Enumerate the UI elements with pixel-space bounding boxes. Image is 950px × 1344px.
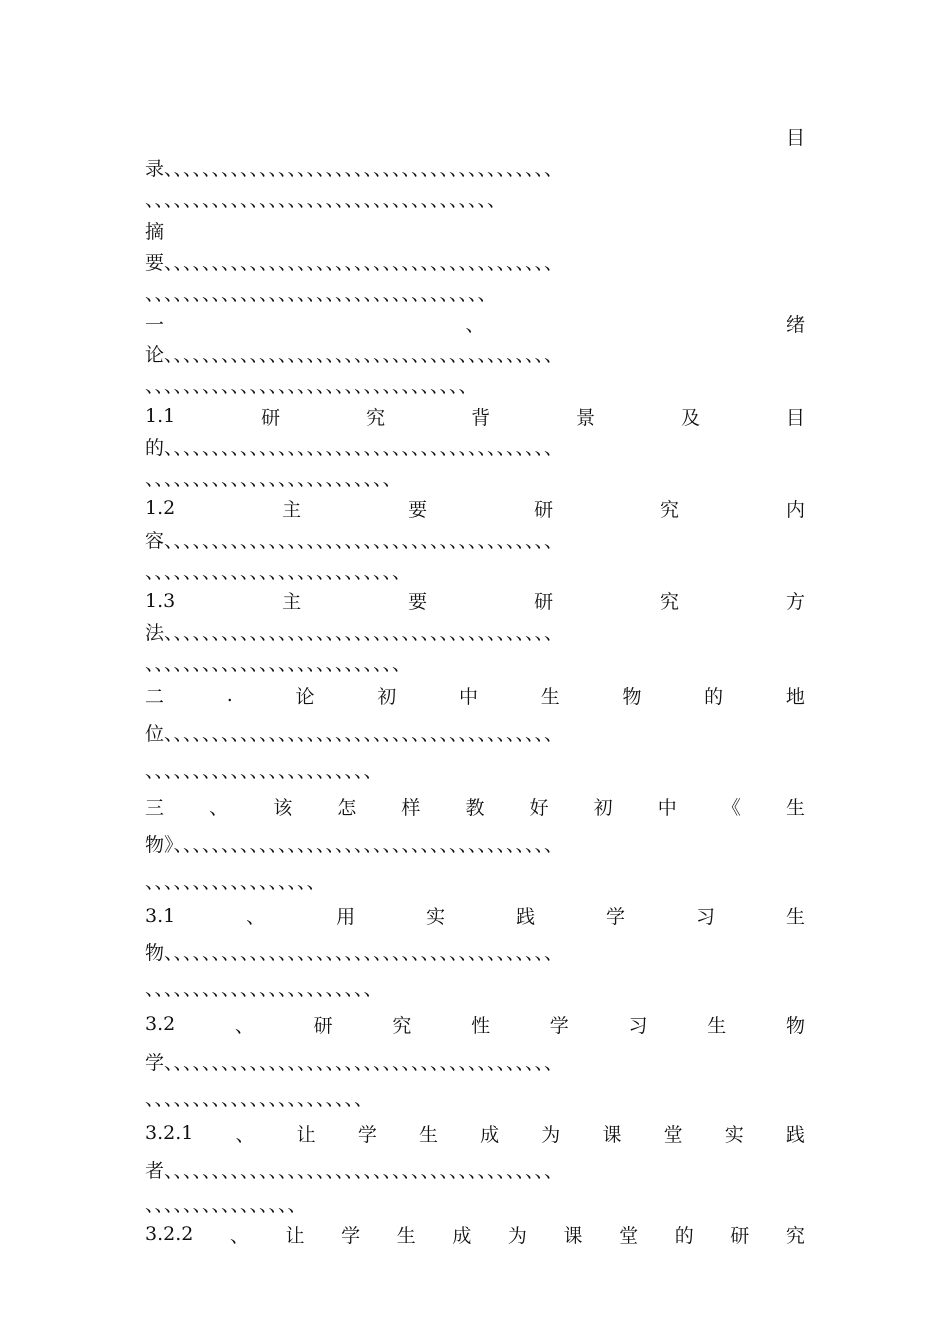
toc-text: 物、、、、、、、、、、、、、、、、、、、、、、、、、、、、、、、、、、、、、、、、、 [145, 942, 564, 964]
toc-text: 《 [721, 796, 741, 819]
toc-text: 让 [285, 1224, 305, 1247]
toc-leader-dots [145, 1151, 805, 1188]
toc-text: 、 [235, 1123, 255, 1146]
toc-text: 堂 [663, 1123, 683, 1146]
toc-text: 物 [622, 685, 642, 708]
toc-entry[interactable] [145, 401, 805, 492]
toc-text: 让 [296, 1123, 316, 1146]
toc-leader-dots [145, 825, 805, 862]
toc-entry[interactable] [145, 1218, 805, 1250]
toc-text: 研 [313, 1014, 333, 1037]
toc-text: 的 [674, 1224, 694, 1247]
table-of-contents [145, 120, 805, 1250]
toc-text: 内 [785, 498, 805, 521]
toc-text: 中 [458, 685, 478, 708]
toc-text: 初 [593, 796, 613, 819]
toc-text: 容、、、、、、、、、、、、、、、、、、、、、、、、、、、、、、、、、、、、、、、、、 [145, 530, 564, 552]
toc-text: 、、、、、、、、、、、、、、、、、、、、、、、、、、 [145, 467, 402, 490]
toc-text: 及 [680, 406, 700, 429]
toc-text: 3.2 [145, 1013, 176, 1035]
toc-entry[interactable] [145, 585, 805, 677]
toc-text: 堂 [619, 1224, 639, 1247]
toc-text: 3.1 [145, 904, 176, 927]
toc-text: 、、、、、、、、、、、、、、、、、、、、、、、、、、、、、、、、、、 [145, 375, 478, 397]
toc-text: 研 [534, 591, 554, 613]
toc-text: 践 [785, 1123, 805, 1146]
toc-text: 者、、、、、、、、、、、、、、、、、、、、、、、、、、、、、、、、、、、、、、、、、 [145, 1160, 564, 1182]
toc-text: 目 [785, 406, 805, 429]
toc-text: 样 [401, 796, 421, 819]
toc-text: 要 [408, 591, 428, 613]
toc-text: 为 [507, 1224, 527, 1247]
toc-entry-title [145, 215, 805, 245]
toc-text: 生 [707, 1014, 727, 1037]
toc-text: 成 [452, 1224, 472, 1247]
toc-text: 论、、、、、、、、、、、、、、、、、、、、、、、、、、、、、、、、、、、、、、、、、 [145, 343, 564, 366]
toc-text: 、 [465, 313, 485, 336]
toc-entry[interactable] [145, 1005, 805, 1115]
toc-text: 位、、、、、、、、、、、、、、、、、、、、、、、、、、、、、、、、、、、、、、、、、 [145, 722, 564, 745]
toc-leader-dots [145, 555, 805, 585]
toc-text: 1.3 [145, 589, 176, 612]
toc-text: 的、、、、、、、、、、、、、、、、、、、、、、、、、、、、、、、、、、、、、、、、、 [145, 437, 564, 459]
toc-text: 景 [576, 406, 596, 429]
toc-leader-dots [145, 751, 805, 787]
toc-entry-title [145, 308, 805, 338]
toc-leader-dots [145, 524, 805, 555]
toc-text: 实 [724, 1123, 744, 1146]
toc-leader-dots [145, 462, 805, 492]
toc-text: 主 [282, 591, 302, 613]
toc-text: 物 [785, 1014, 805, 1037]
toc-text: 物》、、、、、、、、、、、、、、、、、、、、、、、、、、、、、、、、、、、、、、、、 [145, 834, 564, 856]
toc-text: 生 [396, 1224, 416, 1247]
toc-text: 怎 [337, 796, 357, 819]
toc-text: 、、、、、、、、、、、、、、、、、、、、、、、、、、、 [145, 652, 412, 675]
toc-entry[interactable] [145, 1115, 805, 1218]
toc-text: 习 [696, 906, 716, 928]
toc-leader-dots [145, 616, 805, 647]
toc-text: 目 [785, 126, 805, 149]
toc-text: 生 [785, 906, 805, 928]
toc-text: 、、、、、、、、、、、、、、、、、、、、、、、、 [145, 978, 383, 1000]
toc-text: 论 [295, 685, 315, 708]
toc-text: 、 [246, 906, 266, 928]
toc-text: 3.2.2 [145, 1223, 194, 1245]
toc-entry-title [145, 787, 805, 825]
toc-text: 主 [282, 498, 302, 521]
toc-leader-dots [145, 933, 805, 970]
toc-leader-dots [145, 862, 805, 898]
toc-entry-title [145, 401, 805, 431]
toc-text: 究 [660, 498, 680, 521]
toc-text: 、、、、、、、、、、、、、、、、 [145, 1193, 307, 1216]
toc-leader-dots [145, 1188, 805, 1218]
toc-text: 用 [336, 906, 356, 928]
toc-entry[interactable] [145, 898, 805, 1005]
toc-text: 生 [540, 685, 560, 708]
toc-leader-dots [145, 182, 805, 215]
toc-text: 要 [408, 498, 428, 521]
toc-entry-title [145, 1005, 805, 1043]
toc-text: 究 [660, 591, 680, 613]
toc-entry[interactable] [145, 120, 805, 215]
toc-text: 要、、、、、、、、、、、、、、、、、、、、、、、、、、、、、、、、、、、、、、、、、 [145, 251, 564, 274]
toc-text: 为 [541, 1123, 561, 1146]
toc-text: 学 [341, 1224, 361, 1247]
toc-text: 该 [273, 796, 293, 819]
toc-text: 1.2 [145, 497, 176, 519]
toc-text: 法、、、、、、、、、、、、、、、、、、、、、、、、、、、、、、、、、、、、、、、、、 [145, 622, 564, 644]
toc-entry[interactable] [145, 677, 805, 787]
toc-text: 方 [785, 591, 805, 613]
toc-entry-title [145, 492, 805, 524]
toc-text: 究 [785, 1224, 805, 1247]
toc-text: 成 [480, 1123, 500, 1146]
toc-text: 性 [471, 1014, 491, 1037]
toc-text: 背 [471, 406, 491, 429]
toc-text: 实 [426, 906, 446, 928]
toc-text: 课 [563, 1224, 583, 1247]
toc-text: 学、、、、、、、、、、、、、、、、、、、、、、、、、、、、、、、、、、、、、、、、、 [145, 1052, 564, 1074]
toc-leader-dots [145, 431, 805, 462]
toc-text: 研 [730, 1224, 750, 1247]
toc-entry-title [145, 898, 805, 933]
toc-text: 三 [145, 796, 165, 819]
toc-text: 初 [377, 685, 397, 708]
toc-text: 摘 [145, 220, 165, 243]
toc-text: 、、、、、、、、、、、、、、、、、、、、、、、 [145, 1088, 374, 1110]
toc-text: 1.1 [145, 405, 176, 427]
toc-text: 好 [529, 796, 549, 819]
toc-leader-dots [145, 368, 805, 401]
toc-leader-dots [145, 1080, 805, 1115]
toc-text: 学 [549, 1014, 569, 1037]
toc-text: 、、、、、、、、、、、、、、、、、、、、、、、、、、、、、、、、、、、、、 [145, 189, 507, 211]
toc-text: 学 [357, 1123, 377, 1146]
toc-text: 课 [602, 1123, 622, 1146]
toc-leader-dots [145, 245, 805, 277]
toc-leader-dots [145, 277, 805, 308]
toc-text: 习 [628, 1014, 648, 1037]
toc-entry-title [145, 1115, 805, 1151]
toc-entry[interactable] [145, 492, 805, 585]
toc-text: 录、、、、、、、、、、、、、、、、、、、、、、、、、、、、、、、、、、、、、、、、、 [145, 157, 564, 180]
toc-text: . [226, 684, 233, 706]
toc-text: 、 [234, 1014, 254, 1037]
toc-text: 、、、、、、、、、、、、、、、、、、、、、、、、、、、、、、、、、、、、 [145, 283, 497, 305]
toc-entry-title [145, 120, 805, 152]
toc-entry[interactable] [145, 787, 805, 898]
toc-text: 地 [785, 685, 805, 708]
toc-entry-title [145, 585, 805, 616]
toc-text: 生 [785, 796, 805, 819]
toc-text: 生 [418, 1123, 438, 1146]
toc-text: 一 [145, 313, 165, 336]
toc-text: 践 [516, 906, 536, 928]
toc-text: 、 [209, 796, 229, 819]
toc-text: 、 [229, 1224, 249, 1247]
toc-text: 中 [657, 796, 677, 819]
toc-leader-dots [145, 338, 805, 368]
toc-text: 、、、、、、、、、、、、、、、、、、 [145, 870, 326, 893]
toc-text: 3.2.1 [145, 1122, 194, 1144]
toc-text: 研 [261, 406, 281, 429]
toc-text: 研 [534, 498, 554, 521]
toc-text: 究 [392, 1014, 412, 1037]
toc-text: 教 [465, 796, 485, 819]
toc-text: 学 [606, 906, 626, 928]
toc-text: 究 [366, 406, 386, 429]
toc-text: 绪 [785, 313, 805, 336]
toc-text: 的 [704, 685, 724, 708]
toc-leader-dots [145, 647, 805, 677]
toc-leader-dots [145, 152, 805, 182]
toc-text: 、、、、、、、、、、、、、、、、、、、、、、、、、、、 [145, 560, 412, 583]
toc-entry-title [145, 677, 805, 713]
toc-text: 二 [145, 685, 165, 708]
toc-entry-title [145, 1218, 805, 1250]
toc-leader-dots [145, 1043, 805, 1080]
toc-text: 、、、、、、、、、、、、、、、、、、、、、、、、 [145, 759, 383, 782]
toc-leader-dots [145, 713, 805, 751]
toc-leader-dots [145, 970, 805, 1005]
toc-entry[interactable] [145, 215, 805, 308]
toc-entry[interactable] [145, 308, 805, 401]
